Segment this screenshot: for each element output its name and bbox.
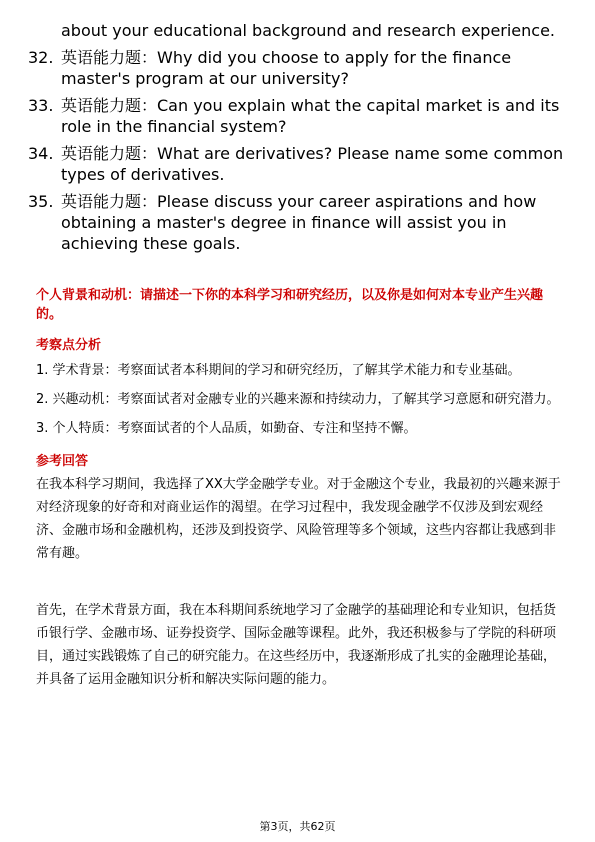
question-number: 34. [28, 144, 54, 163]
question-number: 33. [28, 96, 54, 115]
analysis-point: 3. 个人特质：考察面试者的个人品质，如勤奋、专注和坚持不懈。 [36, 421, 417, 436]
answer-paragraph: 在我本科学习期间，我选择了XX大学金融学专业。对于金融这个专业，我最初的兴趣来源于对经济现象的好奇和对商业运作的渴望。在学习过程中，我发现金融学不仅涉及到宏观经济、金融市场和金融机构，还涉及到投资学、风险管理等多个领域，这些内容都让我感到非常有趣。 [36, 477, 561, 561]
analysis-heading: 考察点分析 [36, 338, 102, 353]
question-number: 32. [28, 48, 54, 67]
question-text: 英语能力题：Can you explain what the capital market is and its role in the financial system? [61, 96, 560, 136]
question-section [36, 286, 566, 691]
analysis-point: 1. 学术背景：考察面试者本科期间的学习和研究经历，了解其学术能力和专业基础。 [36, 363, 521, 378]
analysis-point: 2. 兴趣动机：考察面试者对金融专业的兴趣来源和持续动力，了解其学习意愿和研究潜力。 [36, 392, 560, 407]
question-item-32 [28, 47, 568, 89]
question-text: 英语能力题：Please discuss your career aspirations and how obtaining a master's degree in finance will assist you in achieving these goals. [61, 192, 537, 253]
page-number: 第3页，共62页 [259, 820, 336, 833]
question-text: about your educational background and research experience. [61, 21, 556, 40]
question-number: 35. [28, 192, 54, 211]
answer-paragraph: 首先，在学术背景方面，我在本科期间系统地学习了金融学的基础理论和专业知识，包括货币银行学、金融市场、证券投资学、国际金融等课程。此外，我还积极参与了学院的科研项目，通过实践锻炼了自己的研究能力。在这些经历中，我逐渐形成了扎实的金融理论基础，并具备了运用金融知识分析和解决实际问题的能力。 [36, 603, 557, 687]
question-text: 英语能力题：What are derivatives? Please name some common types of derivatives. [61, 144, 564, 184]
question-item-35 [28, 191, 568, 254]
question-text: 英语能力题：Why did you choose to apply for the finance master's program at our university? [61, 48, 512, 88]
question-list [28, 20, 568, 260]
question-item-34 [28, 143, 568, 185]
question-item-31-continued [28, 20, 568, 41]
section-title: 个人背景和动机：请描述一下你的本科学习和研究经历，以及你是如何对本专业产生兴趣的。 [36, 288, 544, 322]
question-item-33 [28, 95, 568, 137]
answer-heading: 参考回答 [36, 454, 89, 469]
